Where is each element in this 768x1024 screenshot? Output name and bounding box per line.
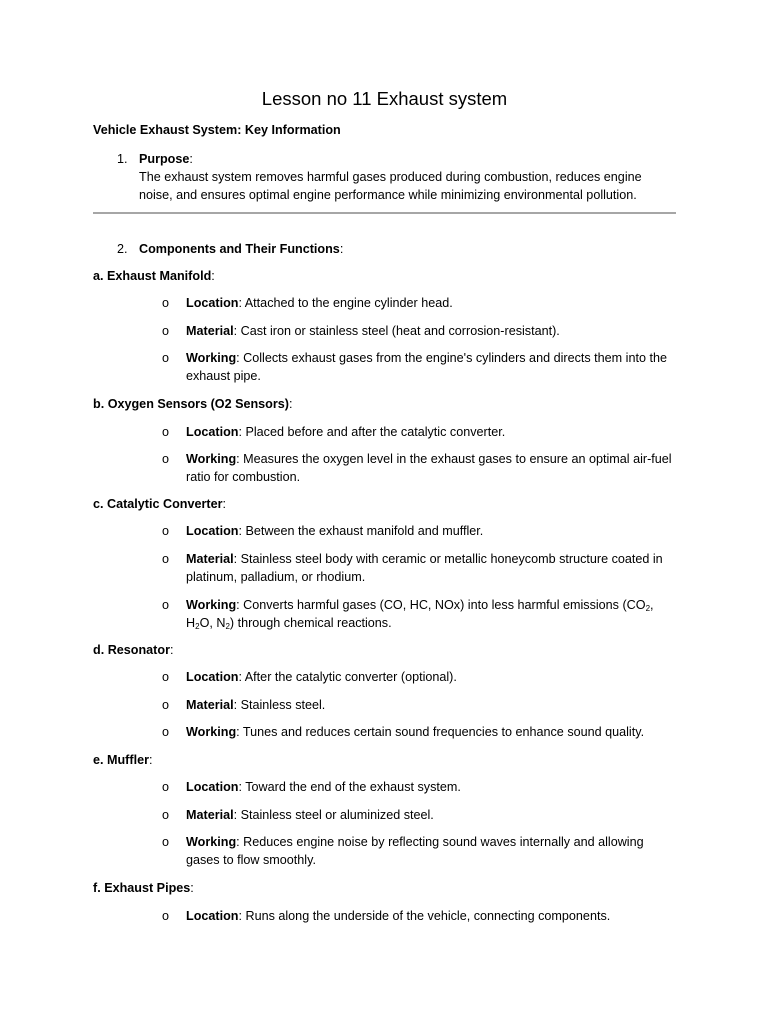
bullet-marker: o xyxy=(162,351,170,365)
bullet-marker: o xyxy=(162,780,170,794)
bullet-marker: o xyxy=(162,670,170,684)
horizontal-rule xyxy=(93,212,676,214)
purpose-label: Purpose xyxy=(139,152,190,166)
bullet-marker: o xyxy=(162,552,170,566)
components-heading: Components and Their Functions xyxy=(139,242,340,256)
section-heading-catalytic-converter: c. Catalytic Converter: xyxy=(93,497,226,511)
list-number: 2. xyxy=(117,242,128,256)
bullet-marker: o xyxy=(162,808,170,822)
section-heading-exhaust-manifold: a. Exhaust Manifold: xyxy=(93,269,215,283)
section-heading-muffler: e. Muffler: xyxy=(93,753,153,767)
bullet-marker: o xyxy=(162,725,170,739)
section-heading-resonator: d. Resonator: xyxy=(93,643,174,657)
document-subtitle: Vehicle Exhaust System: Key Information xyxy=(93,123,341,137)
section-heading-exhaust-pipes: f. Exhaust Pipes: xyxy=(93,881,194,895)
bullet-marker: o xyxy=(162,598,170,612)
bullet-marker: o xyxy=(162,324,170,338)
bullet-marker: o xyxy=(162,524,170,538)
bullet-marker: o xyxy=(162,835,170,849)
bullet-marker: o xyxy=(162,296,170,310)
bullet-marker: o xyxy=(162,698,170,712)
bullet-marker: o xyxy=(162,452,170,466)
bullet-marker: o xyxy=(162,425,170,439)
purpose-body: Purpose: The exhaust system removes harmful gases produced during combustion, reduces engine noise, and ensures optimal engine performance while minimizing environmental pollution. xyxy=(139,150,676,204)
page-title: Lesson no 11 Exhaust system xyxy=(261,88,508,109)
section-heading-oxygen-sensors: b. Oxygen Sensors (O2 Sensors): xyxy=(93,397,293,411)
list-number: 1. xyxy=(117,152,128,166)
bullet-marker: o xyxy=(162,909,170,923)
purpose-text: The exhaust system removes harmful gases produced during combustion, reduces engine noise, and ensures optimal engine performance while minimizing environmental pollution. xyxy=(139,170,642,202)
